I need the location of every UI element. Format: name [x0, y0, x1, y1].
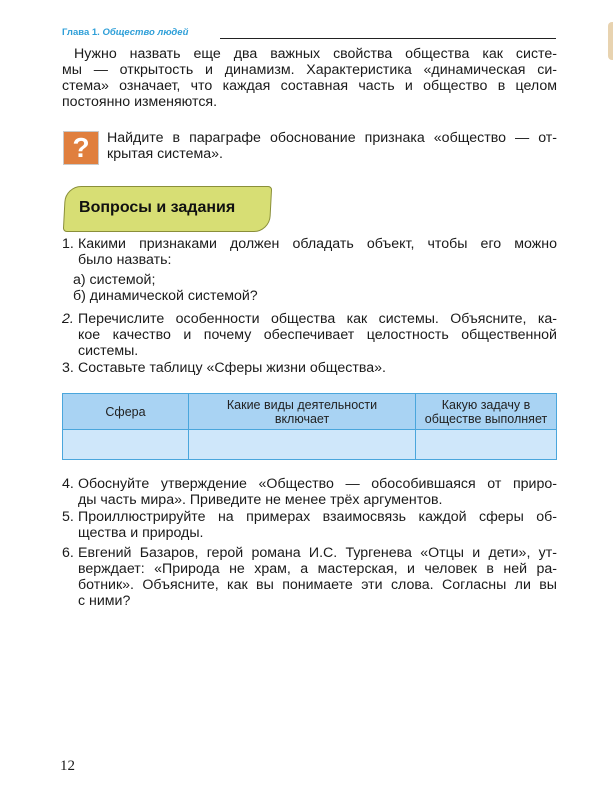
item-line: ботник». Объясните, как вы понимаете эти слова. Согласны ли вы — [78, 577, 557, 593]
page-number: 12 — [60, 758, 75, 774]
intro-line: стема» означает, что каждая составная часть и общество в целом — [62, 78, 557, 94]
item-number: 3. — [62, 360, 74, 376]
item-line: Проиллюстрируйте на примерах взаимосвязь каждой сферы об- — [78, 509, 557, 525]
section-title: Вопросы и задания — [79, 199, 236, 216]
table-cell[interactable] — [63, 430, 189, 460]
question-line: Найдите в параграфе обоснование признака «общество — от- — [107, 130, 557, 146]
item-line: кое качество и почему обеспечивает целостность общественной — [78, 327, 557, 343]
item-number: 5. — [62, 509, 74, 525]
intro-line: мы — открытость и динамизм. Характеристика «динамическая си- — [62, 62, 557, 78]
item-number: 6. — [62, 545, 74, 561]
table-cell[interactable] — [189, 430, 416, 460]
item-line: щества и природы. — [78, 525, 204, 541]
intro-line: постоянно изменяются. — [62, 94, 218, 110]
question-line: крытая система». — [107, 146, 223, 162]
chapter-number: Глава 1. — [62, 27, 100, 38]
item-line: Составьте таблицу «Сферы жизни общества». — [78, 360, 386, 376]
sub-item: б) динамической системой? — [73, 288, 258, 304]
item-line: Какими признаками должен обладать объект, чтобы его можно — [78, 236, 557, 252]
item-line: Перечислите особенности общества как системы. Объясните, ка- — [78, 311, 557, 327]
running-header — [62, 27, 188, 38]
item-number: 1. — [62, 236, 74, 252]
chapter-title: Общество людей — [102, 27, 189, 38]
question-icon: ? — [63, 131, 99, 165]
sub-item: а) системой; — [73, 272, 156, 288]
table-header-row — [63, 394, 557, 430]
intro-line: Нужно назвать еще два важных свойства общества как систе- — [74, 46, 557, 62]
item-line: ды часть мира». Приведите не менее трёх аргументов. — [78, 492, 443, 508]
spheres-table — [62, 393, 557, 460]
item-line: с ними? — [78, 593, 131, 609]
item-line: Обоснуйте утверждение «Общество — обособившаяся от приро- — [78, 476, 557, 492]
page-edge-tab — [608, 22, 613, 60]
table-header: Какие виды деятельности включает — [189, 394, 416, 430]
item-number: 2. — [62, 311, 74, 327]
item-line: системы. — [78, 343, 139, 359]
table-header: Какую задачу в обществе выполняет — [416, 394, 557, 430]
item-line: было назвать: — [78, 252, 172, 268]
item-line: Евгений Базаров, герой романа И.С. Тургенева «Отцы и дети», ут- — [78, 545, 557, 561]
table-header: Сфера — [63, 394, 189, 430]
table-cell[interactable] — [416, 430, 557, 460]
item-number: 4. — [62, 476, 74, 492]
section-title-badge — [63, 186, 272, 232]
header-rule — [220, 38, 556, 39]
table-row — [63, 430, 557, 460]
item-line: верждает: «Природа не храм, а мастерская, и человек в ней ра- — [78, 561, 557, 577]
